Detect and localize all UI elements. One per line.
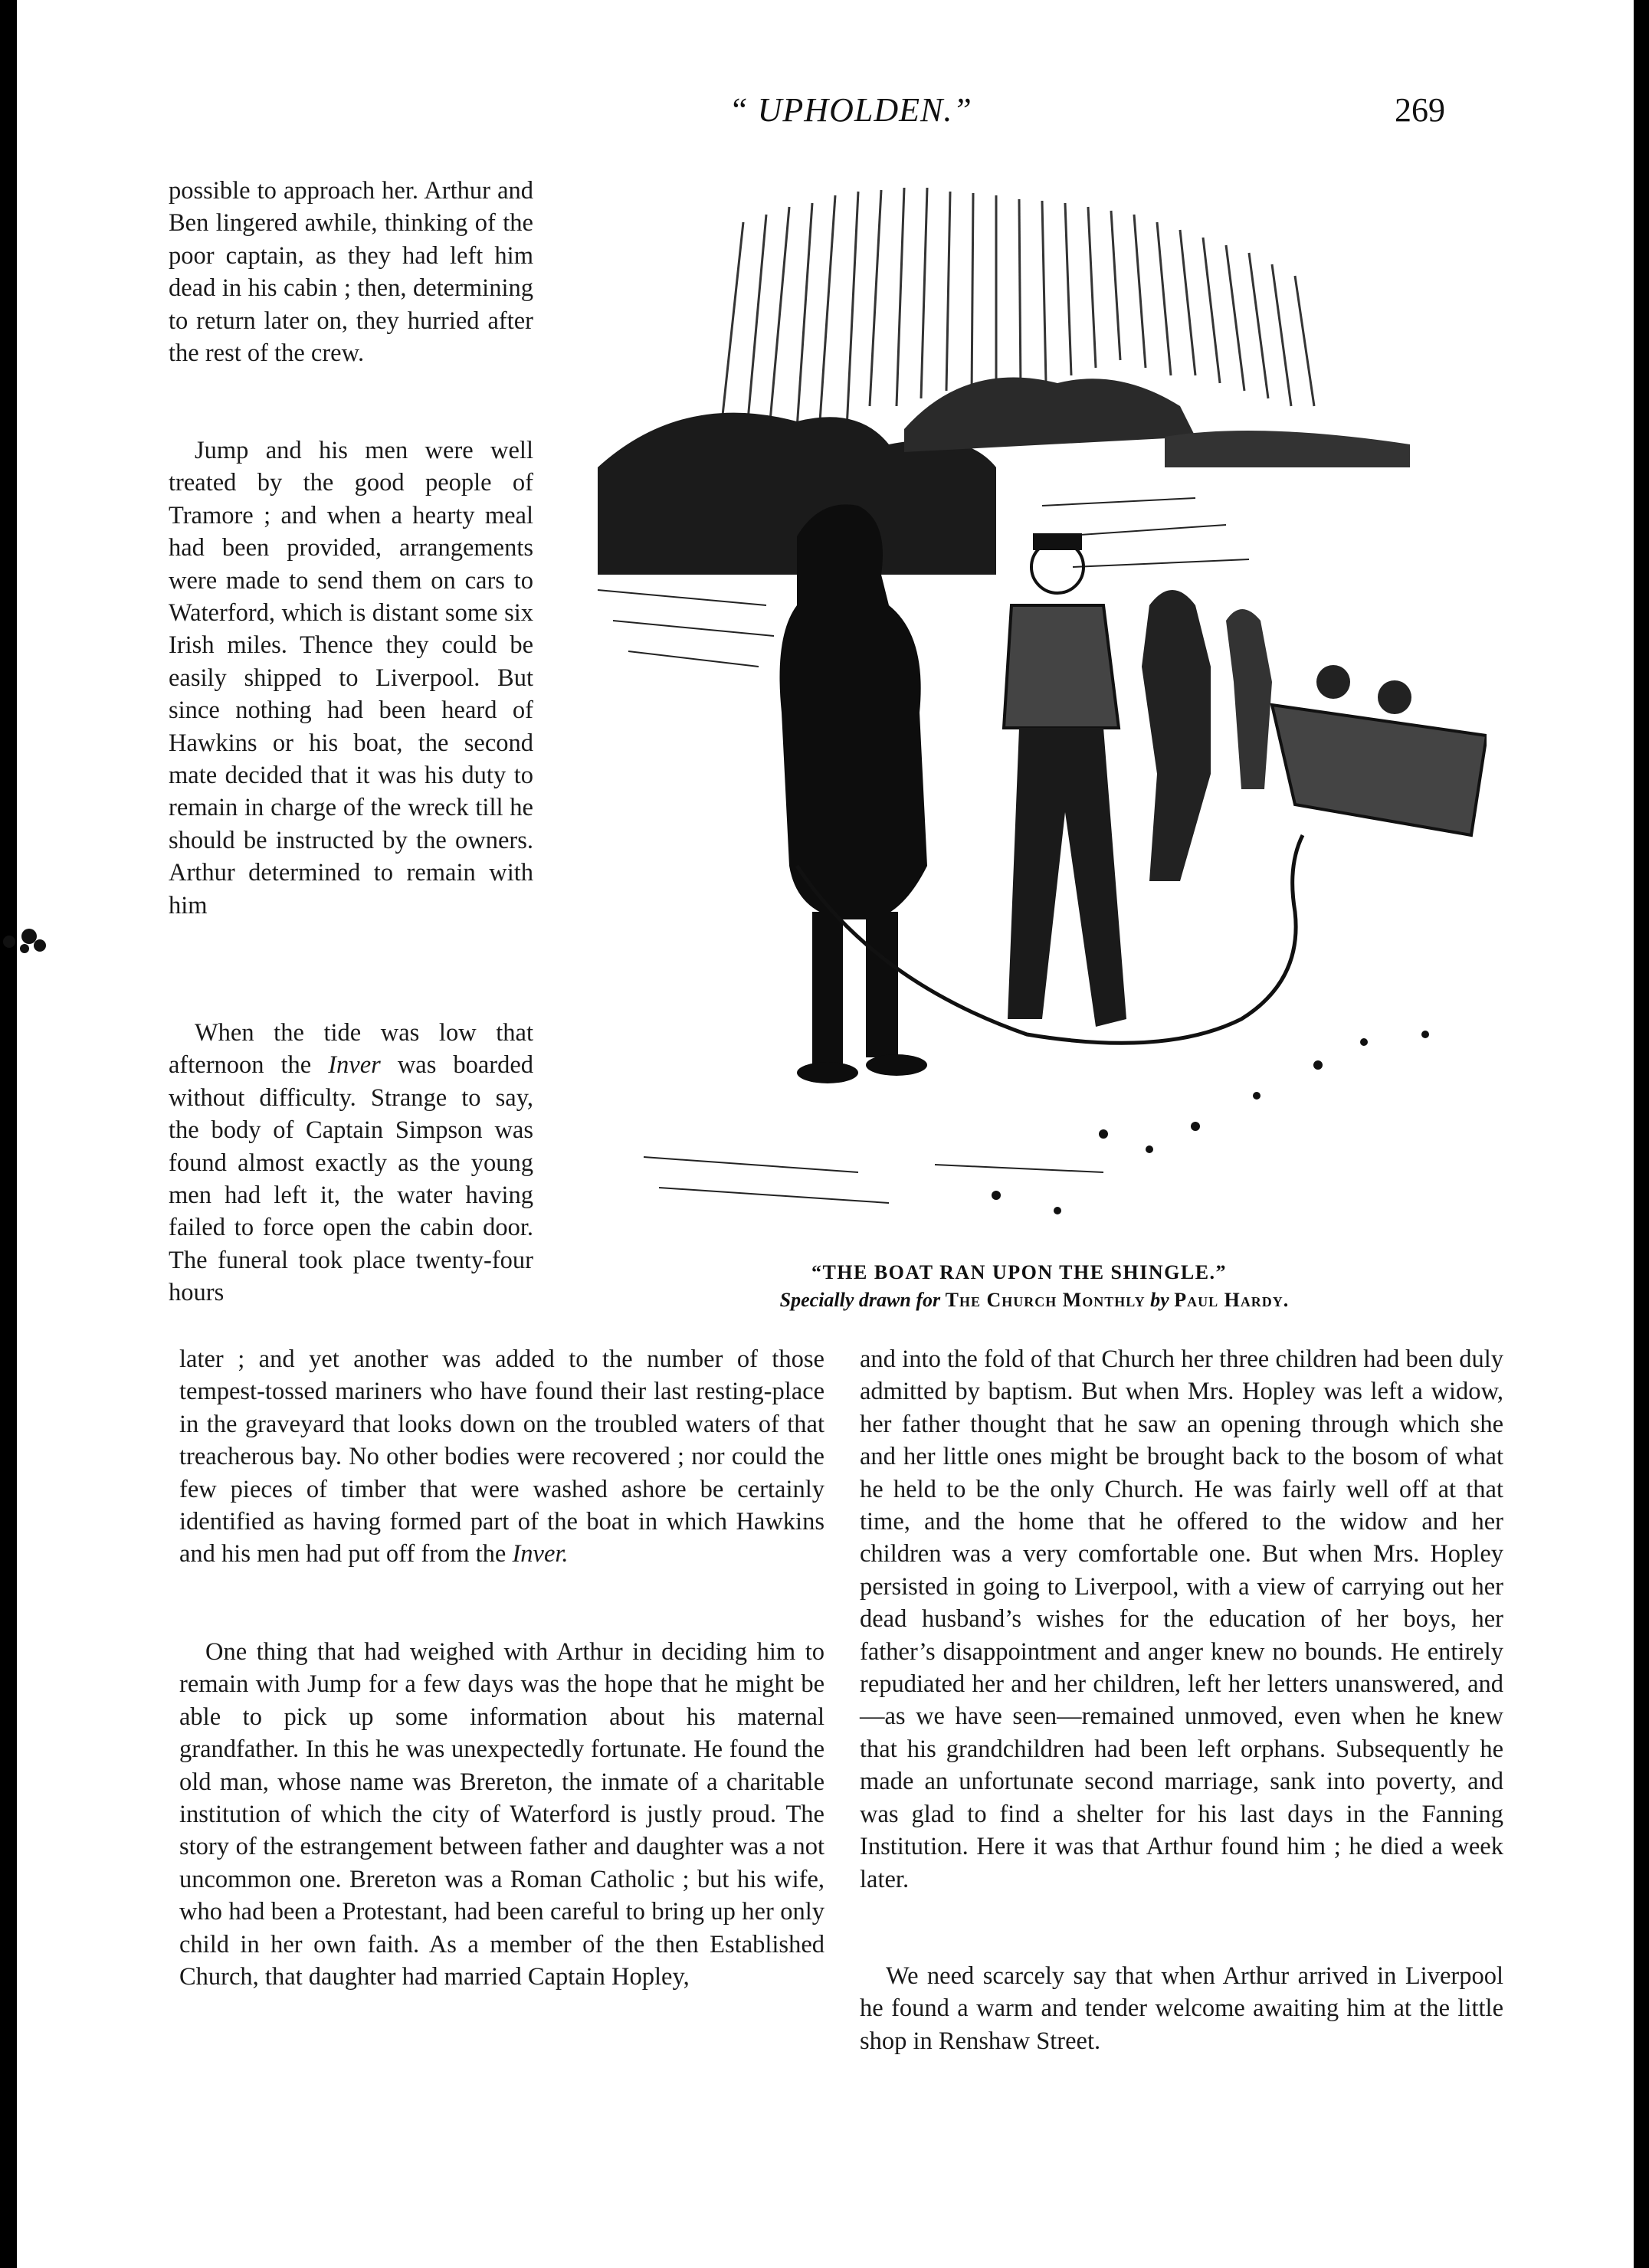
paragraph-estrangement: and into the fold of that Church her three children had been duly admitted by baptism. But when Mrs. Hopley was left a widow, her father thought that he saw an opening through which she and her little ones might be brought back to the bosom of what he held to be the only Church. He was fairly well off at that time, and the home that he offered to the widow and her children was a very comfortable one. But when Mrs. Hopley persisted in going to Liverpool, with a view of carrying out her dead husband’s wishes for the education of her boys, her father’s disappointment and anger knew no bounds. He entirely repudiated her and her children, left her letters unanswered, and—as we have seen—remained unmoved, even when he knew that his grandchildren had been left orphans. Subsequently he made an unfortunate second marriage, sank into poverty, and was glad to find a shelter for his last days in the Fanning Institution. Here it was that Arthur found him ; he died a week later. <box>860 1345 1503 1893</box>
figure-boot <box>797 1062 858 1083</box>
figure-leg <box>866 912 898 1057</box>
paragraph-grandfather: One thing that had weighed with Arthur in deciding him to remain with Jump for a few days was the hope that he might be able to pick up some information about his maternal grandfather. In this he was unexpectedly fortunate. He found the old man, whose name was Brereton, the inmate of a charitable institution of which the city of Waterford is justly proud. The story of the estrangement between father and daughter was a not uncommon one. Brereton was a Roman Catholic ; but his wife, who had been a Protestant, had been careful to bring up her only child in her own faith. As a member of the then Established Church, that daughter had married Captain Hopley, <box>179 1638 824 1991</box>
text-run: When the tide was low that afternoon the <box>169 1019 533 1080</box>
figure-sailor-bearded <box>1142 590 1211 881</box>
credit-pre: Specially drawn for <box>779 1289 941 1311</box>
boat-crew-head <box>1378 680 1411 714</box>
paragraph-boarded <box>169 1017 533 1309</box>
margin-ornament <box>0 923 54 961</box>
boat <box>1272 705 1487 835</box>
credit-artist: Paul Hardy. <box>1174 1289 1290 1311</box>
text-run: was boarded without difficulty. Strange to say, the body of Captain Simpson was found almost exactly as the young men had left it, the water having failed to force open the cabin door. The funeral took place twenty-four hours <box>169 1051 534 1307</box>
figure-sailor-cap <box>1033 533 1082 550</box>
figure-boot <box>866 1054 927 1076</box>
ship-name: Inver <box>328 1051 381 1080</box>
credit-by: by <box>1150 1289 1169 1311</box>
paragraph-funeral-continued <box>179 1343 824 1571</box>
figure-leg <box>812 912 843 1065</box>
paragraph-welcome: We need scarcely say that when Arthur arrived in Liverpool he found a warm and tender welcome awaiting him at the little shop in Renshaw Street. <box>860 1962 1503 2055</box>
figure-sailor-shirt <box>1004 605 1119 728</box>
text-run: later ; and yet another was added to the number of those tempest-tossed mariners who have found their last resting-place in the graveyard that looks down on the troubled waters of that treacherous bay. No other bodies were recovered ; nor could the few pieces of timber that were washed ashore be certainly identified as having formed part of the boat in which Hawkins and his men had put off from the <box>179 1345 824 1568</box>
ship-name: Inver. <box>512 1540 569 1568</box>
illustration-boat-on-shingle <box>567 176 1487 1264</box>
credit-publication: The Church Monthly <box>945 1289 1146 1311</box>
hill-right <box>1165 431 1410 467</box>
figure-caption-credit <box>674 1289 1395 1312</box>
figure-sailor-distant <box>1226 609 1272 789</box>
boat-crew-head <box>1316 665 1350 699</box>
figure-caption-title: “THE BOAT RAN UPON THE SHINGLE.” <box>811 1261 1228 1283</box>
page-number: 269 <box>1395 91 1445 129</box>
figure-sailor-trousers <box>1008 728 1126 1027</box>
paragraph-crew-leaves: possible to approach her. Arthur and Ben lingered awhile, thinking of the poor captain, as they had left him dead in his cabin ; then, determining to return later on, they hurried after the rest of the crew. <box>169 177 533 368</box>
running-head-title: “ UPHOLDEN.” <box>729 91 972 129</box>
paragraph-tramore: Jump and his men were well treated by the good people of Tramore ; and when a hearty meal had been provided, arrangements were made to send them on cars to Waterford, which is distant some six Irish miles. Thence they could be easily shipped to Liverpool. But since nothing had been heard of Hawkins or his boat, the second mate decided that it was his duty to remain in charge of the wreck till he should be instructed by the owners. Arthur determined to remain with him <box>169 437 533 919</box>
shingle-pebbles <box>992 1031 1429 1214</box>
hill-center <box>904 378 1195 453</box>
